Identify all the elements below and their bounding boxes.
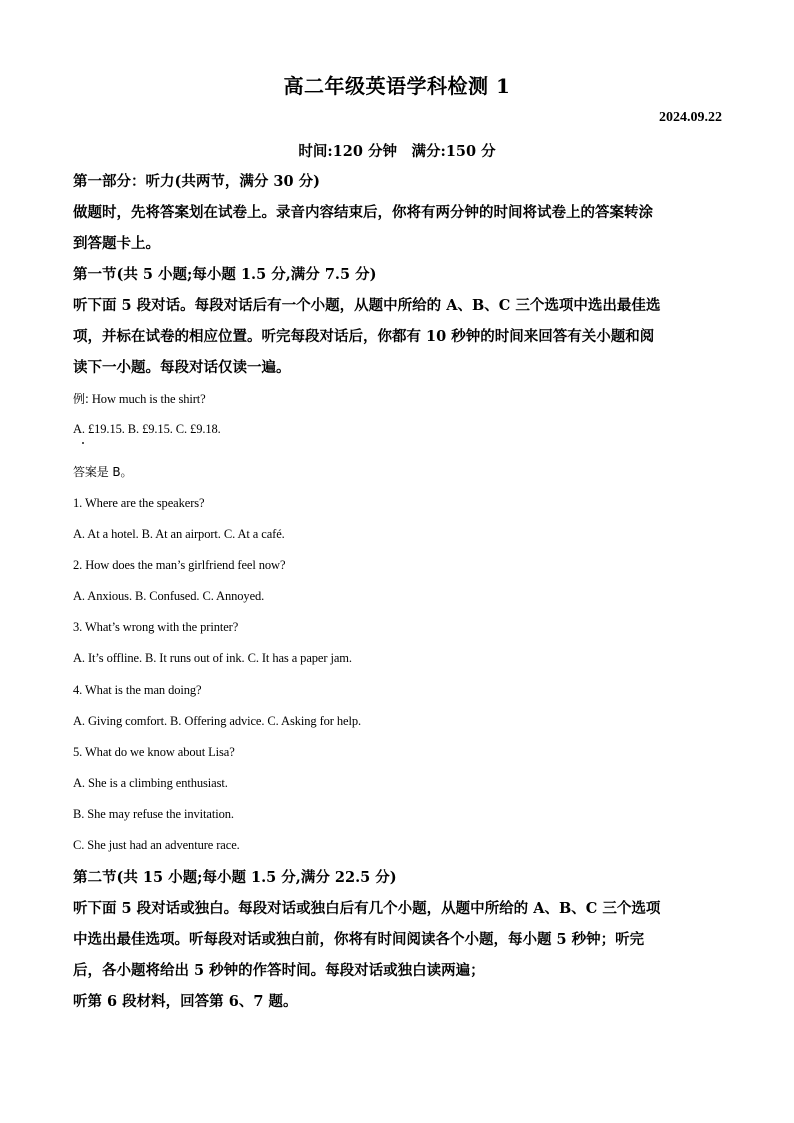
- example-answer-text: 答案是 B。: [73, 465, 133, 479]
- instruction-line: 做题时，先将答案划在试卷上。录音内容结束后，你将有两分钟的时间将试卷上的答案转涂: [73, 204, 653, 221]
- example-options: A. £19.15. B. £9.15. C. £9.18.: [73, 422, 221, 436]
- instruction-line: 读下一小题。每段对话仅读一遍。: [73, 359, 291, 376]
- example-question: [73, 384, 723, 415]
- section1-instructions: [73, 290, 723, 383]
- instruction-line: 听下面 5 段对话或独白。每段对话或独白后有几个小题，从题中所给的 A、B、C 三个选项: [73, 900, 661, 917]
- part1-instructions: [73, 197, 723, 259]
- question-4: 4. What is the man doing?: [73, 683, 202, 697]
- question-3: 3. What’s wrong with the printer?: [73, 620, 239, 634]
- time-and-score-info: 时间:120 分钟 满分:150 分: [298, 143, 496, 160]
- exam-date: 2024.09.22: [659, 110, 722, 125]
- stray-dot: [82, 442, 84, 444]
- material-note: 听第 6 段材料，回答第 6、7 题。: [73, 993, 298, 1010]
- instruction-line: 中选出最佳选项。听每段对话或独白前，你将有时间阅读各个小题，每小题 5 秒钟；听完: [73, 931, 645, 948]
- question-4-options: A. Giving comfort. B. Offering advice. C. Asking for help.: [73, 714, 362, 728]
- question-5-option-a: A. She is a climbing enthusiast.: [73, 776, 228, 790]
- question-5-option-b: B. She may refuse the invitation.: [73, 807, 234, 821]
- example-label: 例:: [73, 392, 89, 406]
- question-2-options: A. Anxious. B. Confused. C. Annoyed.: [73, 589, 265, 603]
- section2-heading: 第二节(共 15 小题;每小题 1.5 分,满分 22.5 分): [73, 869, 397, 886]
- part1-heading: 第一部分：听力(共两节，满分 30 分): [73, 173, 320, 190]
- section1-heading: 第一节(共 5 小题;每小题 1.5 分,满分 7.5 分): [73, 266, 377, 283]
- example-answer: [73, 457, 723, 488]
- example-question-text: How much is the shirt?: [88, 392, 206, 406]
- instruction-line: 听下面 5 段对话。每段对话后有一个小题，从题中所给的 A、B、C 三个选项中选出最佳选: [73, 297, 661, 314]
- question-2: 2. How does the man’s girlfriend feel now?: [73, 558, 286, 572]
- question-1: 1. Where are the speakers?: [73, 496, 205, 510]
- instruction-line: 项，并标在试卷的相应位置。听完每段对话后，你都有 10 秒钟的时间来回答有关小题和阅: [73, 328, 655, 345]
- question-5-option-c: C. She just had an adventure race.: [73, 838, 240, 852]
- instruction-line: 后，各小题将给出 5 秒钟的作答时间。每段对话或独白读两遍；: [73, 962, 485, 979]
- section2-instructions: [73, 893, 723, 986]
- question-5: 5. What do we know about Lisa?: [73, 745, 235, 759]
- question-1-options: A. At a hotel. B. At an airport. C. At a café.: [73, 527, 285, 541]
- question-3-options: A. It’s offline. B. It runs out of ink. C. It has a paper jam.: [73, 651, 352, 665]
- page-title: 高二年级英语学科检测 1: [283, 74, 511, 98]
- instruction-line: 到答题卡上。: [73, 235, 160, 252]
